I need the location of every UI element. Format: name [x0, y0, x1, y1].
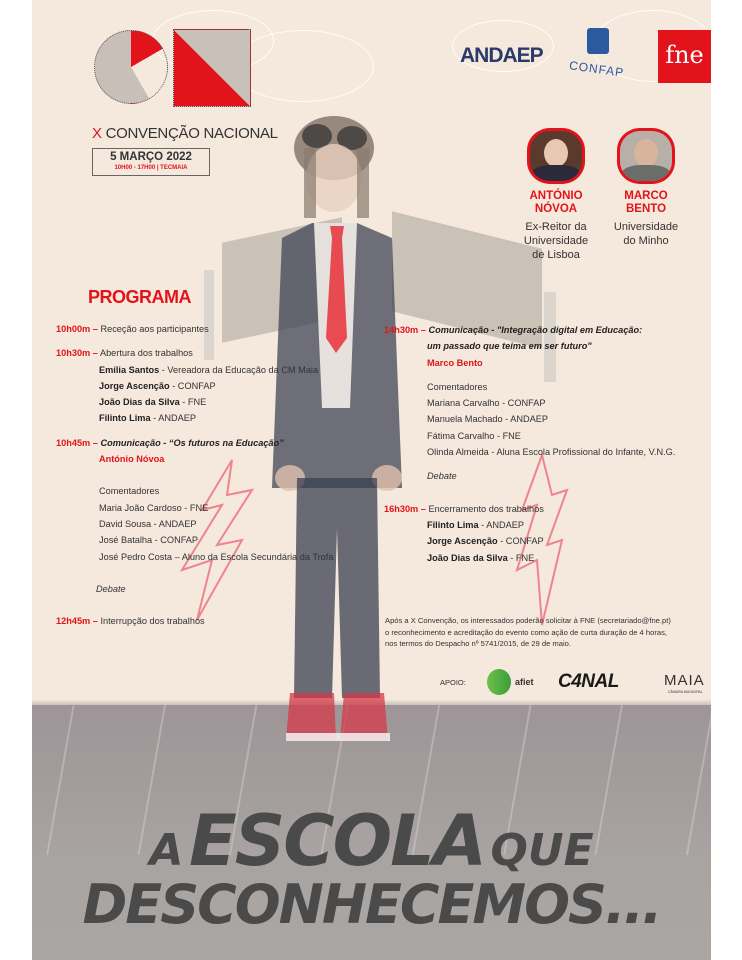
speaker-photo: [617, 128, 675, 184]
program-item: 14h30m – Comunicação - "Integração digital em Educação:: [384, 325, 643, 335]
program-item: 10h00m – Receção aos participantes: [56, 324, 209, 334]
commentators-label: Comentadores: [427, 381, 488, 392]
program-speaker: António Nóvoa: [99, 454, 165, 465]
maia-subtitle: CÂMARA MUNICIPAL: [668, 690, 703, 694]
canal-logo: C4NAL: [558, 671, 619, 692]
maia-logo: MAIA: [664, 672, 705, 689]
fne-logo-text: fne: [665, 41, 704, 69]
participant: João Dias da Silva - FNE: [427, 552, 535, 563]
commentator: David Sousa - ANDAEP: [99, 518, 197, 529]
headline-word-escola: ESCOLA: [188, 800, 485, 882]
speaker-role: Universidade do Minho: [613, 221, 679, 247]
speaker-suit: [532, 165, 580, 184]
programa-right-column: [384, 322, 675, 566]
speaker-marco-bento: [606, 128, 686, 248]
afiet-logo: afiet: [515, 677, 534, 687]
confap-logo-text: CONFAP: [568, 58, 626, 80]
commentators-label: Comentadores: [99, 486, 160, 497]
commentator: José Pedro Costa – Aluno da Escola Secundária da Trofa: [99, 551, 334, 562]
debate-label: Debate: [427, 471, 457, 482]
andaep-logo-text: ANDAEP: [460, 44, 543, 67]
afiet-leaf-icon: [487, 669, 511, 695]
speaker-face: [544, 139, 568, 167]
fne-logo: [658, 30, 711, 83]
cloud-decoration: [232, 30, 374, 102]
commentator: Mariana Carvalho - CONFAP: [427, 398, 546, 409]
speaker-name: MARCO BENTO: [624, 190, 668, 215]
speaker-role: Ex-Reitor da Universidade de Lisboa: [523, 221, 589, 261]
participant: Filinto Lima - ANDAEP: [427, 519, 525, 530]
headline-line-1: [32, 800, 711, 882]
headline-word: QUE: [490, 825, 594, 876]
commentator: Manuela Machado - ANDAEP: [427, 414, 549, 425]
convention-logo-circle: [94, 30, 168, 104]
program-item: 10h30m – Abertura dos trabalhos: [56, 348, 193, 359]
confap-family-icon: [587, 28, 609, 54]
confap-logo: [567, 28, 627, 88]
poster: [32, 0, 711, 960]
commentator: Maria João Cardoso - FNE: [99, 502, 209, 513]
program-item: 16h30m – Encerramento dos trabalhos: [384, 503, 544, 514]
programa-left-column: [56, 321, 333, 629]
convention-number: X: [92, 125, 102, 142]
participant: Jorge Ascenção - CONFAP: [427, 536, 544, 547]
apoio-label: APOIO:: [440, 678, 466, 687]
program-speaker: Marco Bento: [427, 357, 483, 368]
commentator: José Batalha - CONFAP: [99, 535, 199, 546]
event-date: 5 MARÇO 2022: [110, 151, 192, 163]
date-box: [92, 148, 210, 176]
participant: João Dias da Silva - FNE: [99, 397, 207, 408]
debate-label: Debate: [96, 583, 126, 594]
speaker-photo: [527, 128, 585, 184]
event-time-place: 10H00 - 17H00 | TECMAIA: [114, 165, 188, 171]
speaker-name: ANTÓNIO NÓVOA: [529, 190, 583, 215]
participant: Jorge Ascenção - CONFAP: [99, 380, 216, 391]
program-item-continued: um passado que teima em ser futuro": [427, 341, 592, 352]
program-item: 12h45m – Interrupção dos trabalhos: [56, 616, 205, 627]
speaker-face: [634, 139, 658, 167]
convention-title: [92, 125, 278, 142]
programa-title: PROGRAMA: [88, 287, 191, 307]
headline-line-2: DESCONHECEMOS...: [82, 873, 661, 936]
andaep-logo: [460, 44, 543, 68]
speaker-antonio-novoa: [516, 128, 596, 262]
participant: Filinto Lima - ANDAEP: [99, 413, 197, 424]
headline-word: A: [149, 825, 184, 876]
speaker-shirt: [622, 165, 670, 184]
program-item: 10h45m – Comunicação - “Os futuros na Educação”: [56, 437, 284, 448]
accreditation-note: Após a X Convenção, os interessados poderão solicitar à FNE (secretariado@fne.pt) o reconhecimento e acreditação do evento como ação de curta duração de 4 horas, nos termos do Despacho nº 5741/2015, de 29 de maio.: [385, 616, 671, 648]
convention-logo-square: [173, 29, 251, 107]
commentator: Fátima Carvalho - FNE: [427, 430, 521, 441]
convention-name: CONVENÇÃO NACIONAL: [105, 125, 278, 142]
participant: Emília Santos - Vereadora da Educação da CM Maia: [99, 364, 319, 375]
commentator: Olinda Almeida - Aluna Escola Profissional do Infante, V.N.G.: [427, 447, 676, 458]
